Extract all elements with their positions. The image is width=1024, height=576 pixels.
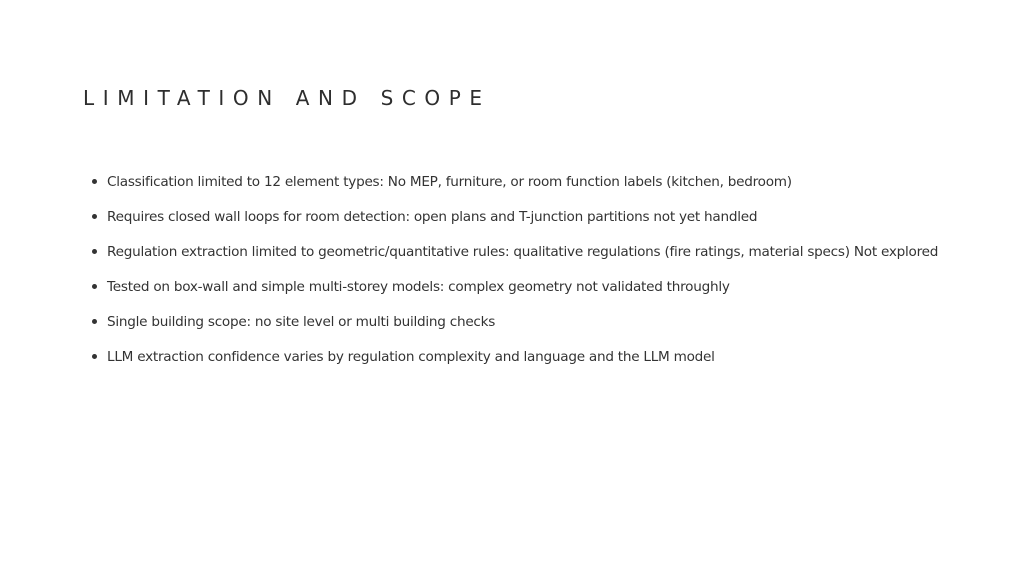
bullet-text: Single building scope: no site level or multi building checks [107,314,496,330]
bullet-dot-icon [92,179,97,184]
list-item [92,347,992,382]
slide-title: LIMITATION AND SCOPE [83,86,491,110]
bullet-dot-icon [92,249,97,254]
bullet-dot-icon [92,284,97,289]
bullet-text: Regulation extraction limited to geometric/quantitative rules: qualitative regulations (fire ratings, material specs) Not explored [107,244,939,260]
bullet-dot-icon [92,354,97,359]
list-item [92,207,992,242]
bullet-text: Classification limited to 12 element types: No MEP, furniture, or room function labels (kitchen, bedroom) [107,174,792,190]
list-item [92,172,992,207]
bullet-dot-icon [92,319,97,324]
list-item [92,312,992,347]
bullet-text: Tested on box-wall and simple multi-storey models: complex geometry not validated throughly [107,279,730,295]
bullet-list [92,172,992,382]
list-item [92,242,992,277]
bullet-text: Requires closed wall loops for room detection: open plans and T-junction partitions not yet handled [107,209,758,225]
list-item [92,277,992,312]
bullet-text: LLM extraction confidence varies by regulation complexity and language and the LLM model [107,349,715,365]
bullet-dot-icon [92,214,97,219]
